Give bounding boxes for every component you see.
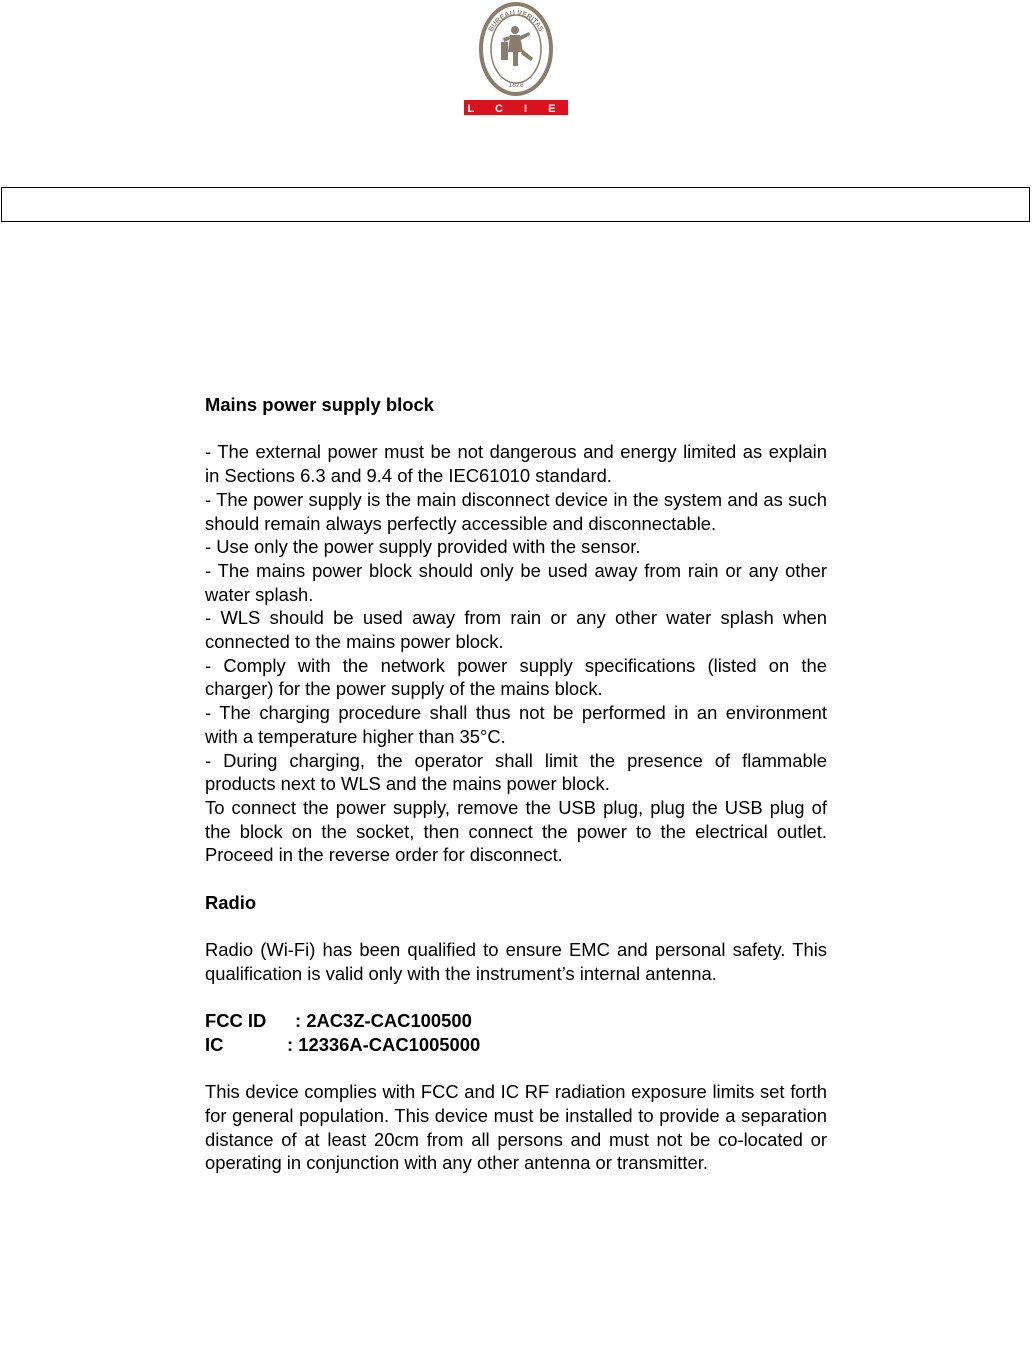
logo-ring-text: BUREAU VERITAS: [487, 9, 545, 33]
section-title-radio: Radio: [205, 891, 257, 913]
fcc-id-label: FCC ID: [205, 1010, 267, 1032]
mains-paragraph: - The charging procedure shall thus not be performed in an environment with a temperature higher than 35°C.: [205, 702, 827, 747]
mains-paragraph: - The power supply is the main disconnect device in the system and as such should remain always perfectly accessible and disconnectable.: [205, 488, 827, 534]
header-box: [1, 187, 1030, 222]
mains-paragraph: - Use only the power supply provided with the sensor.: [205, 536, 641, 558]
mains-paragraph: - WLS should be used away from rain or any other water splash when connected to the mains power block.: [205, 607, 827, 653]
document-content: [205, 393, 827, 1175]
radio-identifiers: [205, 1009, 827, 1056]
mains-paragraph: - The external power must be not dangerous and energy limited as explain in Sections 6.3 and 9.4 of the IEC61010 standard.: [205, 441, 827, 487]
ic-label: IC: [205, 1033, 224, 1055]
mains-paragraph: To connect the power supply, remove the USB plug, plug the USB plug of the block on the socket, then connect the power to the electrical outlet. Proceed in the reverse order for disconnect.: [205, 796, 827, 866]
ic-value: : 12336A-CAC1005000: [287, 1033, 481, 1055]
mains-paragraph: - During charging, the operator shall limit the presence of flammable products next to WLS and the mains power block.: [205, 749, 827, 795]
rf-compliance-paragraph: This device complies with FCC and IC RF radiation exposure limits set forth for general population. This device must be installed to provide a separation distance of at least 20cm from all persons and must not be co-located or operating in conjunction with any other antenna or transmitter.: [205, 1081, 827, 1174]
logo-lcie-text: L C I E: [467, 103, 565, 115]
fcc-id-value: : 2AC3Z-CAC100500: [295, 1010, 472, 1032]
bureau-veritas-lcie-logo: [463, 2, 569, 116]
logo-year: 1828: [508, 82, 524, 89]
mains-paragraph: - Comply with the network power supply specifications (listed on the charger) for the power supply of the mains block.: [205, 654, 827, 700]
section-title-mains: Mains power supply block: [205, 394, 434, 415]
radio-intro: Radio (Wi-Fi) has been qualified to ensure EMC and personal safety. This qualification is valid only with the instrument’s internal antenna.: [205, 939, 827, 984]
mains-paragraph: - The mains power block should only be used away from rain or any other water splash.: [205, 559, 827, 605]
